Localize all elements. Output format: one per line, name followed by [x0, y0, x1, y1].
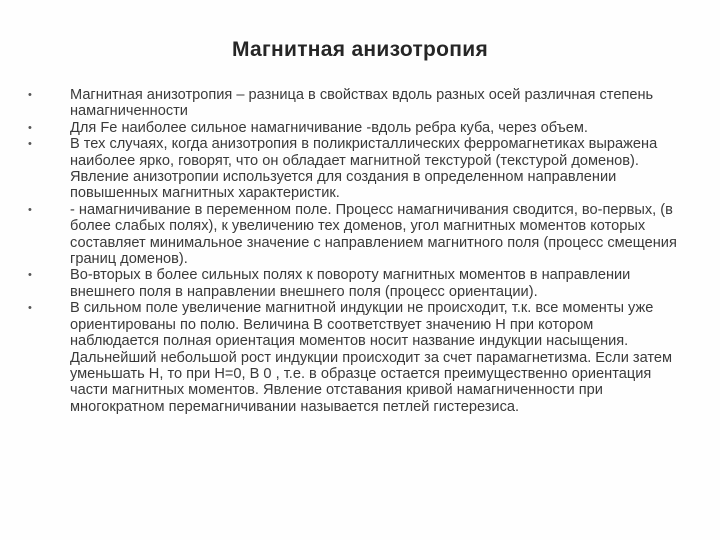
bullet-text: Магнитная анизотропия – разница в свойствах вдоль разных осей различная степень намагниченности — [70, 87, 654, 120]
bullet-dot-icon: • — [28, 89, 32, 101]
bullet-text: Для Fe наиболее сильное намагничивание -вдоль ребра куба, через объем. — [70, 119, 588, 136]
bullet-item — [28, 267, 678, 300]
bullet-text: В тех случаях, когда анизотропия в поликристаллических ферромагнетиках выражена наиболее ярко, говорят, что он обладает магнитной текстурой (текстурой доменов). Явление анизотропии используется для создания в определенном направлении повышенных магнитных характеристик. — [70, 136, 658, 202]
bullet-dot-icon: • — [28, 138, 32, 151]
slide-title: Магнитная анизотропия — [231, 38, 489, 61]
bullet-dot-icon: • — [28, 121, 32, 134]
bullet-item — [28, 136, 678, 202]
bullet-dot-icon: • — [28, 203, 32, 216]
bullet-dot-icon: • — [28, 269, 32, 282]
bullet-text: В сильном поле увеличение магнитной индукции не происходит, т.к. все моменты уже ориентированы по полю. Величина В соответствует значению Н при котором наблюдается полная ориентация моментов носит название индукции насыщения. Дальнейший небольшой рост индукции происходит за счет парамагнетизма. Если затем уменьшать Н, то при Н=0, В 0 , т.е. в образце остается преимущественно ориентация части магнитных моментов. Явление отставания кривой намагниченности при многократном перемагничивании называется петлей гистерезиса. — [70, 300, 673, 415]
bullet-item — [28, 87, 678, 120]
bullet-list — [28, 87, 678, 415]
bullet-item — [28, 300, 678, 415]
bullet-item — [28, 202, 678, 268]
bullet-text: Во-вторых в более сильных полях к повороту магнитных моментов в направлении внешнего поля в направлении внешнего поля (процесс ориентации). — [70, 267, 631, 300]
bullet-text: - намагничивание в переменном поле. Процесс намагничивания сводится, во-первых, (в более слабых полях), к увеличению тех доменов, угол магнитных моментов которых составляет минимальное значение с направлением магнитного поля (процесс смещения границ доменов). — [70, 201, 677, 268]
bullet-dot-icon: • — [28, 302, 32, 315]
bullet-item — [28, 120, 678, 136]
